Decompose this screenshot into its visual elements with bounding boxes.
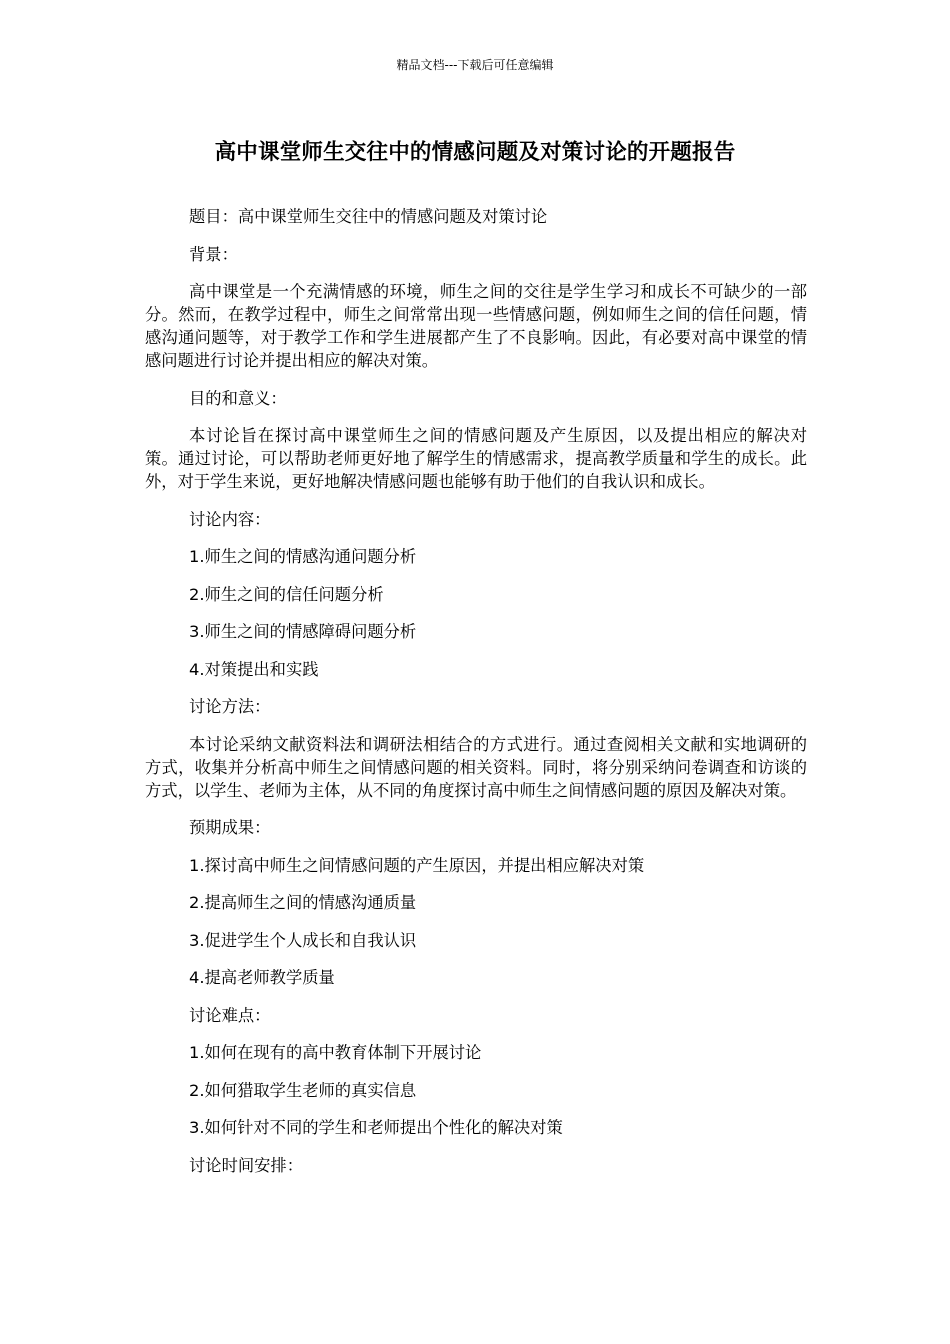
list-item: 2.提高师生之间的情感沟通质量 bbox=[189, 893, 417, 912]
method-heading: 讨论方法： bbox=[189, 697, 271, 716]
content-heading: 讨论内容： bbox=[189, 509, 271, 529]
list-item: 1.师生之间的情感沟通问题分析 bbox=[189, 547, 417, 566]
list-item: 4.对策提出和实践 bbox=[189, 659, 319, 679]
topic-line: 题目：高中课堂师生交往中的情感问题及对策讨论 bbox=[189, 207, 548, 226]
purpose-paragraph: 本讨论旨在探讨高中课堂师生之间的情感问题及产生原因，以及提出相应的解决对策。通过讨论，可以帮助老师更好地了解学生的情感需求，提高教学质量和学生的成长。此外，对于学生来说，更好地解决情感问题也能够有助于他们的自我认识和成长。 bbox=[145, 426, 807, 491]
difficulties-heading: 讨论难点： bbox=[189, 1005, 271, 1025]
list-item: 3.师生之间的情感障碍问题分析 bbox=[189, 622, 417, 641]
list-item: 1.如何在现有的高中教育体制下开展讨论 bbox=[189, 1043, 482, 1062]
document-body bbox=[145, 205, 807, 1191]
document-title: 高中课堂师生交往中的情感问题及对策讨论的开题报告 bbox=[214, 140, 736, 165]
list-item: 1.探讨高中师生之间情感问题的产生原因，并提出相应解决对策 bbox=[189, 855, 645, 875]
list-item: 2.师生之间的信任问题分析 bbox=[189, 584, 384, 604]
background-heading: 背景： bbox=[189, 244, 238, 264]
purpose-heading: 目的和意义： bbox=[189, 388, 287, 408]
list-item: 4.提高老师教学质量 bbox=[189, 968, 335, 987]
method-paragraph: 本讨论采纳文献资料法和调研法相结合的方式进行。通过查阅相关文献和实地调研的方式，收集并分析高中师生之间情感问题的相关资料。同时，将分别采纳问卷调查和访谈的方式，以学生、老师为主体，从不同的角度探讨高中师生之间情感问题的原因及解决对策。 bbox=[145, 734, 807, 800]
list-item: 2.如何猎取学生老师的真实信息 bbox=[189, 1080, 417, 1100]
page-header: 精品文档---下载后可任意编辑 bbox=[396, 58, 554, 72]
background-paragraph: 高中课堂是一个充满情感的环境，师生之间的交往是学生学习和成长不可缺少的一部分。然而，在教学过程中，师生之间常常出现一些情感问题，例如师生之间的信任问题，情感沟通问题等，对于教学工作和学生进展都产生了不良影响。因此，有必要对高中课堂的情感问题进行讨论并提出相应的解决对策。 bbox=[145, 282, 807, 370]
list-item: 3.促进学生个人成长和自我认识 bbox=[189, 930, 417, 950]
results-heading: 预期成果： bbox=[189, 818, 271, 837]
schedule-heading: 讨论时间安排： bbox=[189, 1155, 303, 1175]
list-item: 3.如何针对不同的学生和老师提出个性化的解决对策 bbox=[189, 1118, 563, 1137]
